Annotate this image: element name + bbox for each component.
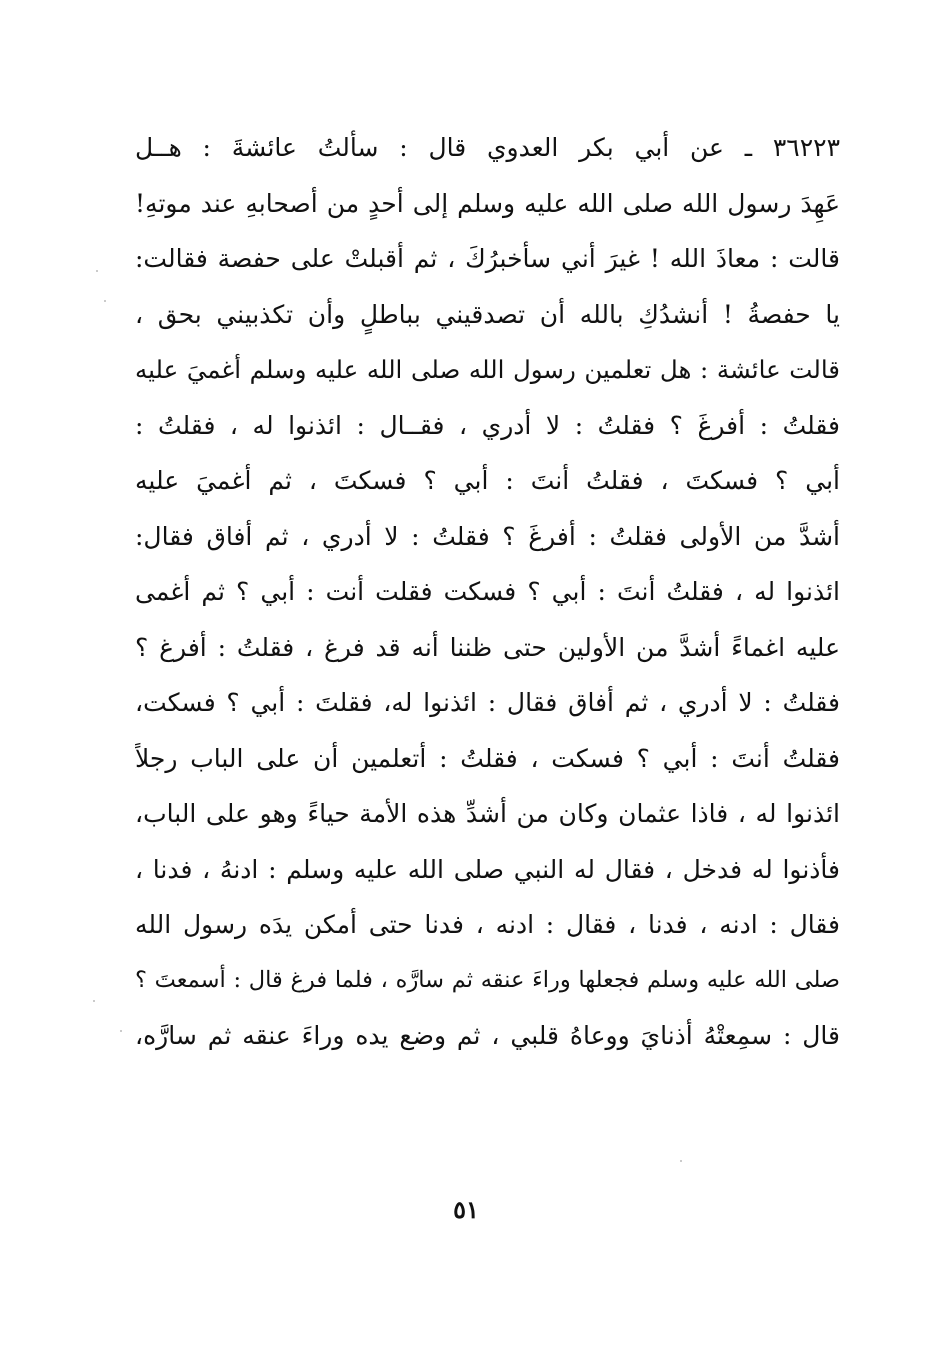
page-number: ٥١ — [453, 1195, 479, 1224]
scan-speck — [680, 1160, 682, 1162]
text-line-15: فقال : ادنه ، فدنا ، فقال : ادنه ، فدنا حتى أمكن يدَه رسول الله — [135, 910, 840, 939]
text-line-12: فقلتُ أنتَ : أبي ؟ فسكت ، فقلتُ : أتعلمين أن على الباب رجلاً — [135, 743, 840, 773]
scan-speck — [104, 300, 106, 302]
hadith-text-block — [135, 120, 840, 1064]
scan-speck — [96, 270, 98, 272]
text-line-2: عَهِدَ رسول الله صلى الله عليه وسلم إلى أحدٍ من أصحابهِ عند موتهِ! — [135, 188, 840, 218]
scan-speck — [120, 1030, 122, 1032]
scan-speck — [93, 1000, 95, 1002]
text-line-9: ائذنوا له ، فقلتُ أنتَ : أبي ؟ فسكت فقلت أنت : أبي ؟ ثم أغمى — [135, 577, 840, 606]
text-line-14: فأذنوا له فدخل ، فقال له النبي صلى الله عليه وسلم : ادنهُ ، فدنا ، — [135, 854, 840, 884]
text-line-11: فقلتُ : لا أدري ، ثم أفاق فقال : ائذنوا له، فقلتَ : أبي ؟ فسكت، — [135, 688, 840, 717]
text-line-16: صلى الله عليه وسلم فجعلها وراءَ عنقه ثم سارَّه ، فلما فرغ قال : أسمعتَ ؟ — [135, 966, 840, 993]
text-line-5: قالت عائشة : هل تعلمين رسول الله صلى الله عليه وسلم أغميَ عليه — [135, 355, 840, 384]
text-line-17: قال : سمِعتْهُ أذنايَ ووعاهُ قلبي ، ثم وضع يده وراءَ عنقه ثم سارَّه، — [135, 1021, 840, 1050]
text-line-6: فقلتُ : أفرغَ ؟ فقلتُ : لا أدري ، فقــال : ائذنوا له ، فقلتُ : — [135, 410, 840, 440]
text-line-8: أشدَّ من الأولى فقلتُ : أفرغَ ؟ فقلتُ : لا أدري ، ثم أفاق فقال: — [135, 521, 840, 551]
text-line-7: أبي ؟ فسكتَ ، فقلتُ أنتَ : أبي ؟ فسكتَ ، ثم أغميَ عليه — [135, 466, 840, 495]
text-line-1: ٣٦٢٢٣ ـ عن أبي بكر العدوي قال : سألتُ عائشةَ : هــل — [135, 133, 840, 162]
text-line-10: عليه اغماءً أشدَّ من الأولين حتى ظننا أنه قد فرغ ، فقلتُ : أفرغ ؟ — [135, 632, 840, 662]
text-line-13: ائذنوا له ، فاذا عثمان وكان من أشدِّ هذه الأمة حياءً وهو على الباب، — [135, 799, 840, 828]
text-line-4: يا حفصةُ ! أنشدُكِ بالله أن تصدقيني بباطلٍ وأن تكذبيني بحق ، — [135, 299, 840, 329]
text-line-3: قالت : معاذَ الله ! غيرَ أني سأخبرُكَ ، ثم أقبلتْ على حفصة فقالت: — [135, 244, 840, 273]
